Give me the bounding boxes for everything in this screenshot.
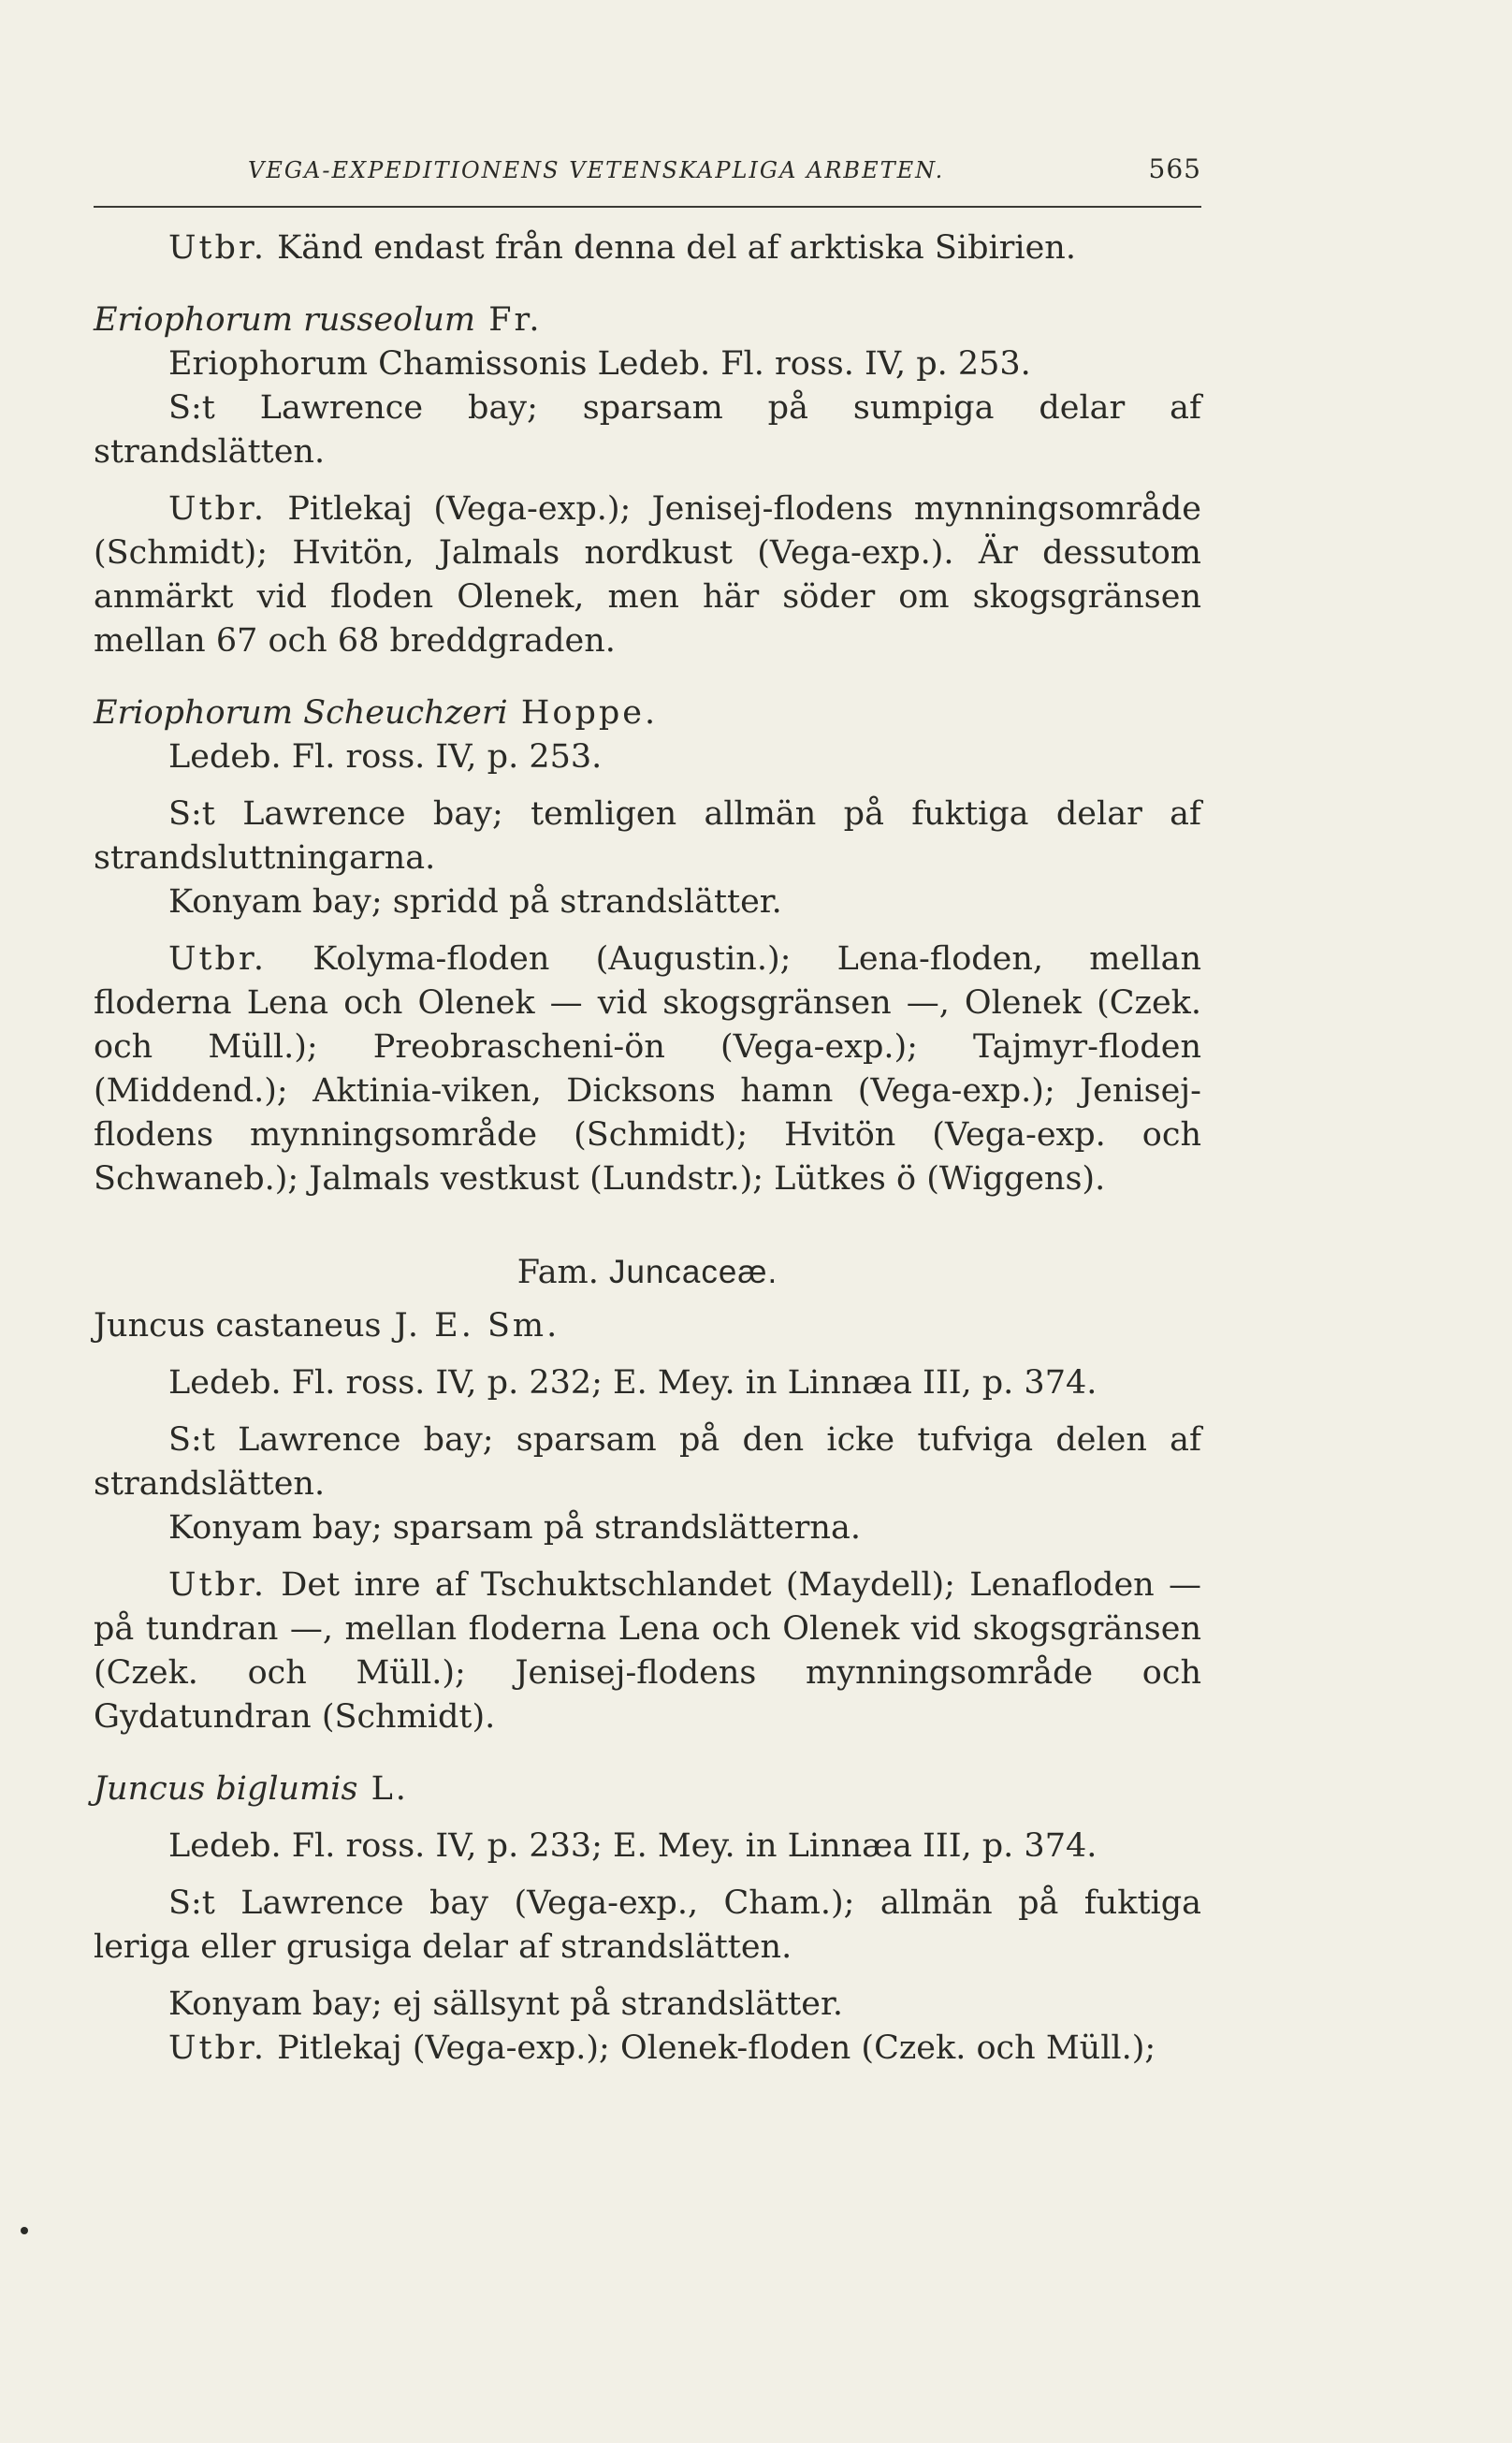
page-body (94, 226, 1201, 2071)
species-name: Eriophorum Scheuchzeri (94, 694, 508, 732)
locality: Konyam bay; sparsam på strandslätterna. (168, 1509, 861, 1547)
species-author: Hoppe. (507, 694, 659, 732)
species-entry (94, 691, 1201, 1201)
species-heading (94, 1767, 1201, 1811)
species-entry (94, 1767, 1201, 2071)
distribution (94, 938, 1201, 1201)
species-name: Juncus castaneus (94, 1307, 382, 1345)
family-prefix: Fam. (516, 1254, 609, 1291)
distribution-text: Pitlekaj (Vega-exp.); Jenisej-flodens mynningsområde (Schmidt); Hvitön, Jalmals nordkust (Vega-exp.). Är dessutom anmärkt vid floden Olenek, men här söder om skogsgränsen mellan 67 och 68 breddgraden. (94, 490, 1201, 660)
species-author: J. E. Sm. (381, 1307, 560, 1345)
species-entry (94, 298, 1201, 663)
page-number: 565 (1148, 153, 1201, 184)
paragraph-text: Känd endast från denna del af arktiska Sibirien. (266, 229, 1076, 267)
running-head (94, 140, 1201, 184)
distribution-text: Kolyma-floden (Augustin.); Lena-floden, mellan floderna Lena och Olenek — vid skogsgränsen —, Olenek (Czek. och Müll.); Preobrascheni-ön (Vega-exp.); Tajmyr-floden (Middend.); Aktinia-viken, Dicksons hamn (Vega-exp.); Jenisej-flodens mynningsområde (Schmidt); Hvitön (Vega-exp. och Schwaneb.); Jalmals vestkust (Lundstr.); Lütkes ö (Wiggens). (94, 940, 1201, 1198)
header-rule (94, 206, 1201, 208)
locality: S:t Lawrence bay; temligen allmän på fuktiga delar af strandsluttningarna. (94, 795, 1201, 877)
reference: Ledeb. Fl. ross. IV, p. 232; E. Mey. in Linnæa III, p. 374. (168, 1364, 1098, 1402)
family-name: Juncaceæ. (609, 1254, 778, 1290)
utbr-label: Utbr. (168, 1566, 267, 1604)
reference: Ledeb. Fl. ross. IV, p. 233; E. Mey. in Linnæa III, p. 374. (168, 1827, 1098, 1865)
species-heading (94, 298, 1201, 342)
locality: S:t Lawrence bay; sparsam på sumpiga delar af strandslätten. (94, 389, 1201, 471)
utbr-label: Utbr. (168, 490, 267, 528)
locality: Konyam bay; ej sällsynt på strandslätter. (168, 1985, 843, 2023)
species-name: Eriophorum russeolum (94, 301, 476, 339)
document-page (94, 140, 1201, 2067)
distribution (94, 1563, 1201, 1739)
species-entry (94, 1304, 1201, 1739)
locality: S:t Lawrence bay; sparsam på den icke tufviga delen af strandslätten. (94, 1421, 1201, 1503)
species-author: L. (357, 1770, 409, 1808)
synonym: Eriophorum Chamissonis Ledeb. Fl. ross. IV, p. 253. (168, 345, 1031, 383)
species-author: Fr. (475, 301, 543, 339)
species-heading (94, 1304, 1201, 1348)
reference: Ledeb. Fl. ross. IV, p. 253. (168, 738, 603, 776)
distribution (94, 487, 1201, 663)
utbr-label: Utbr. (168, 940, 267, 978)
ink-speck (21, 2227, 28, 2234)
utbr-label: Utbr. (168, 229, 267, 267)
distribution-text: Det inre af Tschuktschlandet (Maydell); Lenafloden — på tundran —, mellan floderna Lena och Olenek vid skogsgränsen (Czek. och Müll.); Jenisej-flodens mynningsområde och Gydatundran (Schmidt). (94, 1566, 1201, 1736)
locality: Konyam bay; spridd på strandslätter. (168, 883, 782, 921)
paragraph (94, 226, 1201, 270)
running-title: VEGA-EXPEDITIONENS VETENSKAPLIGA ARBETEN. (248, 157, 945, 183)
species-heading (94, 691, 1201, 735)
species-name: Juncus biglumis (94, 1770, 358, 1808)
distribution (94, 2027, 1201, 2071)
family-heading (94, 1250, 1201, 1295)
locality: S:t Lawrence bay (Vega-exp., Cham.); allmän på fuktiga leriga eller grusiga delar af strandslätten. (94, 1884, 1201, 1966)
distribution-text: Pitlekaj (Vega-exp.); Olenek-floden (Czek. och Müll.); (266, 2029, 1156, 2067)
utbr-label: Utbr. (168, 2029, 267, 2067)
